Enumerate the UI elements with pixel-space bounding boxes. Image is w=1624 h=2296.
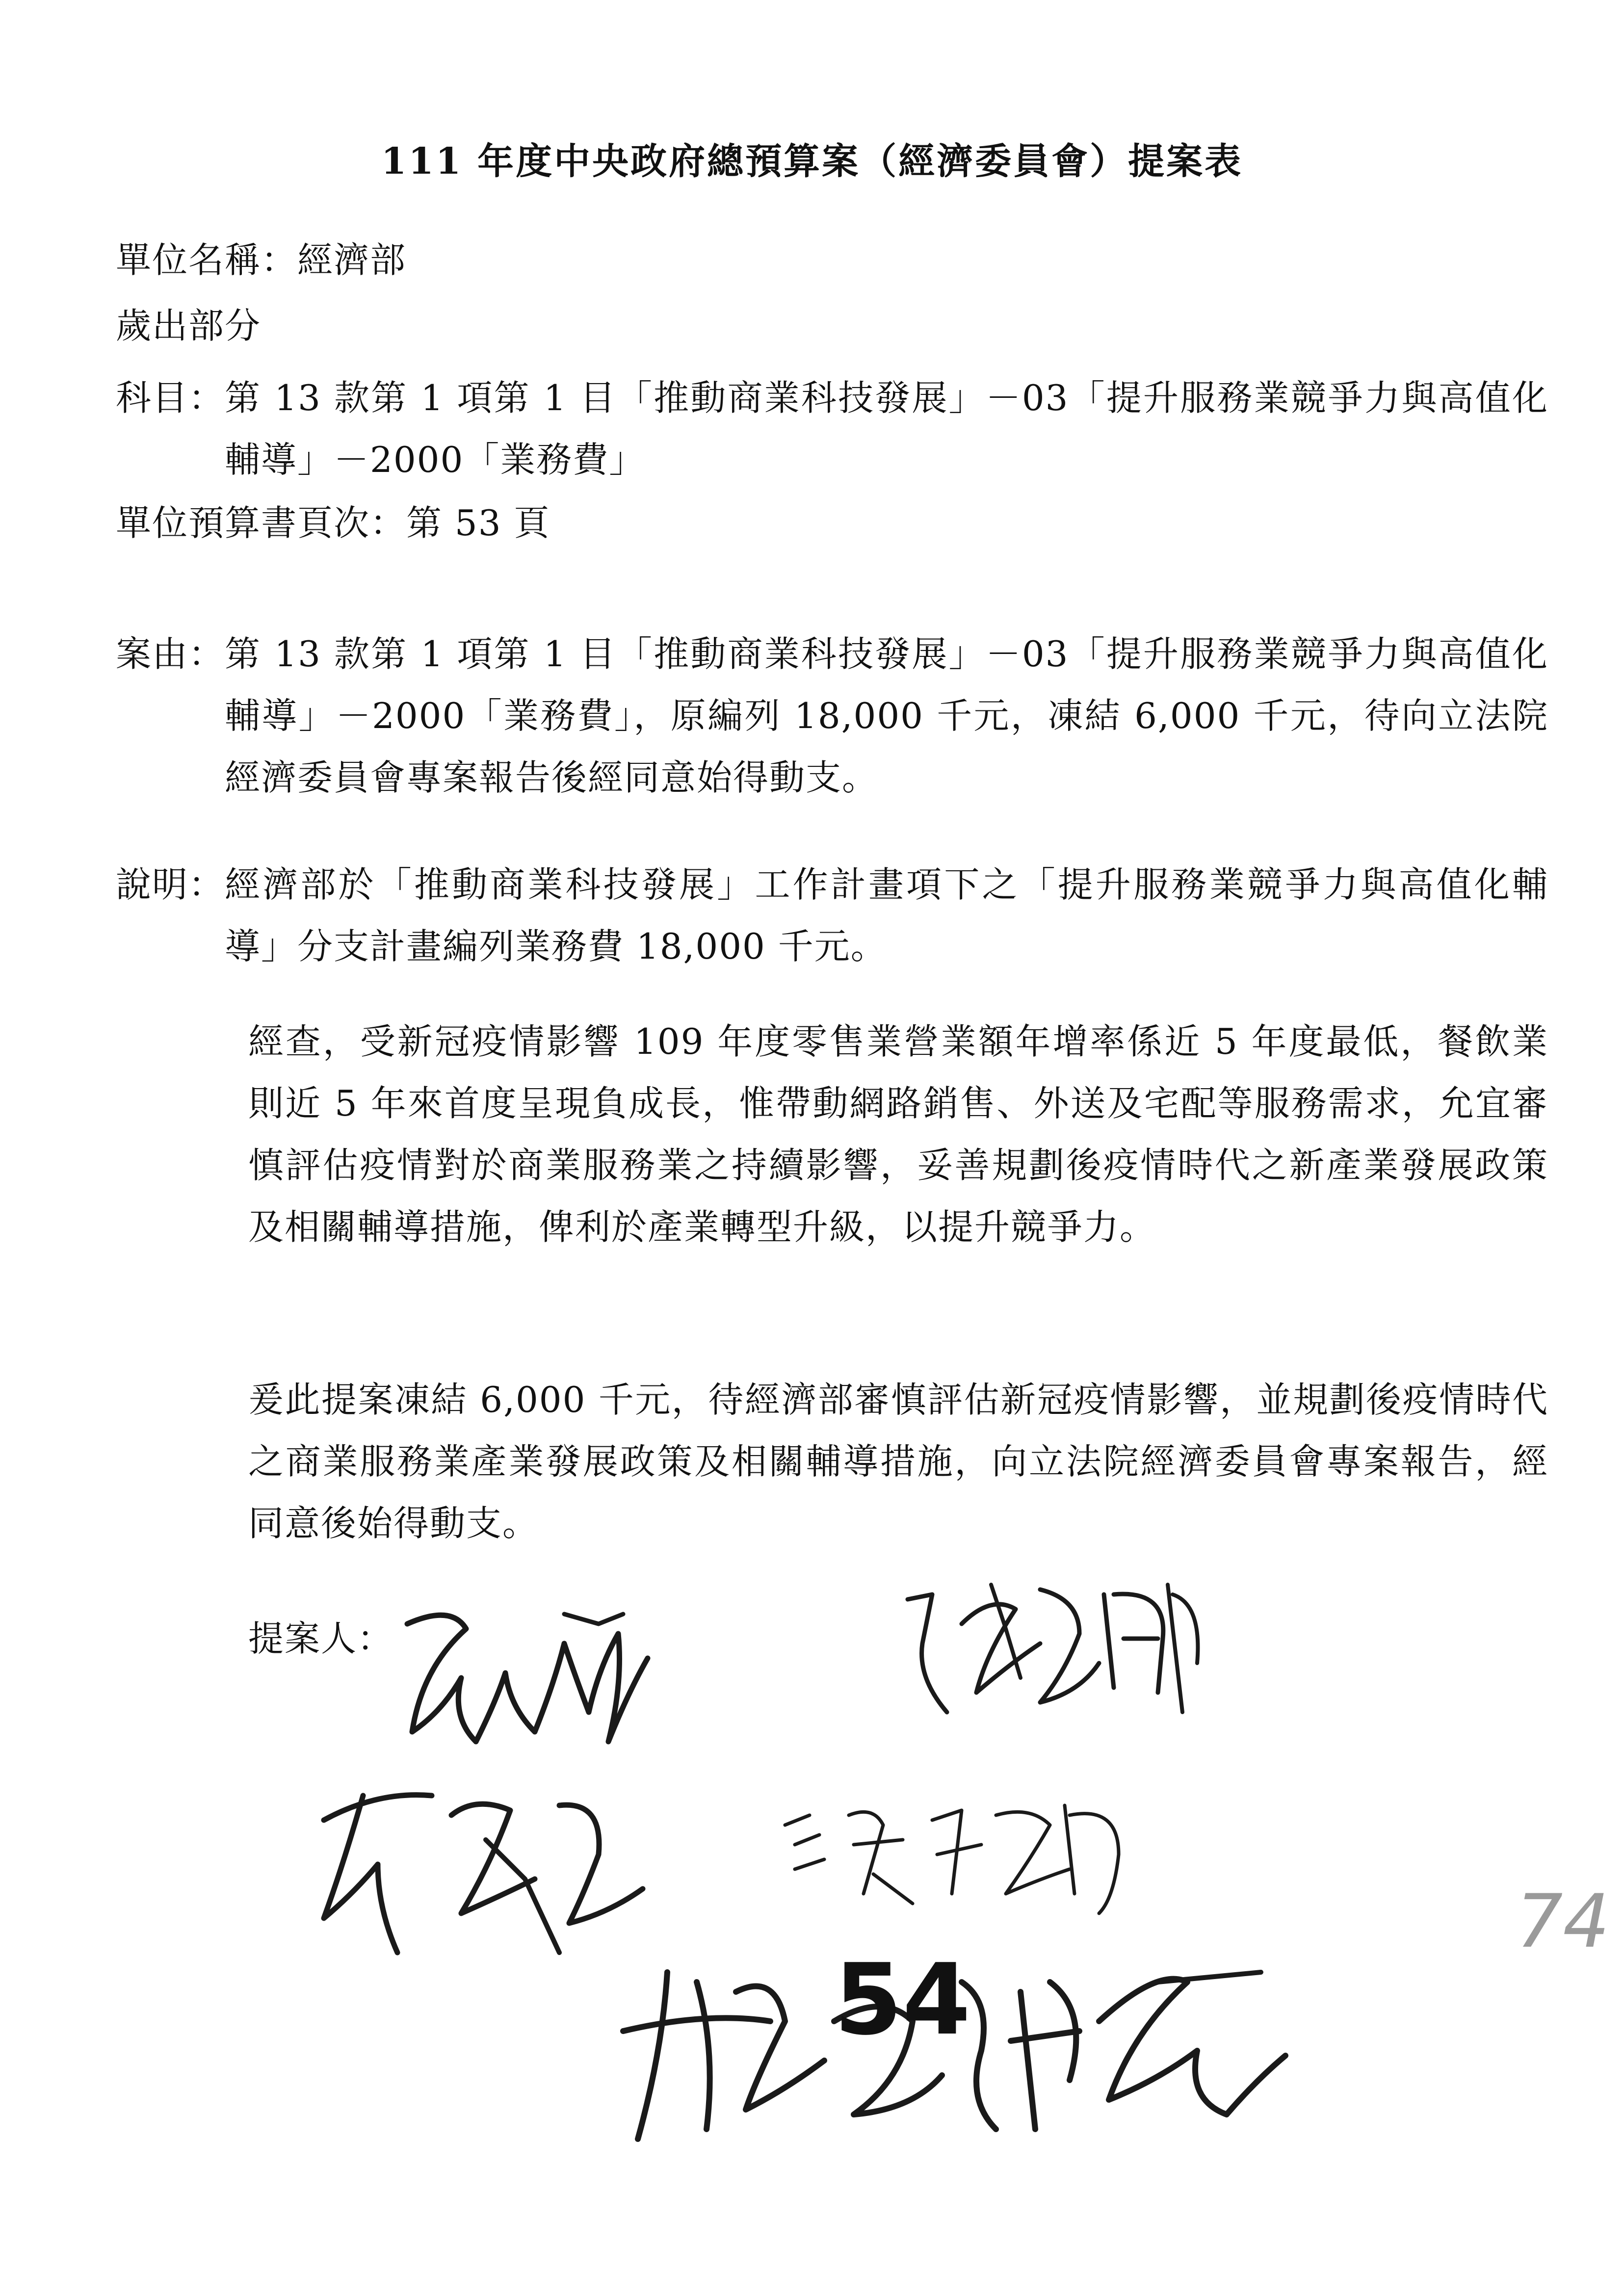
subject-label: 科目： bbox=[116, 377, 225, 418]
document-title: 111 年度中央政府總預算案（經濟委員會）提案表 bbox=[381, 140, 1243, 183]
budget-page-reference: 單位預算書頁次：第 53 頁 bbox=[116, 502, 550, 544]
unit-name-label: 單位名稱： bbox=[116, 239, 298, 281]
subject-line bbox=[116, 367, 1548, 491]
explanation-paragraph-2: 經查，受新冠疫情影響 109 年度零售業營業額年增率係近 5 年度最低，餐飲業則近 5 年來首度呈現負成長，惟帶動網路銷售、外送及宅配等服務需求，允宜審慎評估疫情對於商業服務業之持續影響，妥善規劃後疫情時代之新產業發展政策及相關輔導措施，俾利於產業轉型升級，以提升競爭力。 bbox=[248, 1021, 1548, 1248]
case-text: 第 13 款第 1 項第 1 目「推動商業科技發展」－03「提升服務業競爭力與高值化輔導」－2000「業務費」，原編列 18,000 千元，凍結 6,000 千元，待向立法院經濟委員會專案報告後經同意始得動支。 bbox=[225, 633, 1548, 798]
case-label: 案由： bbox=[116, 633, 225, 675]
signature-4 bbox=[775, 1786, 1128, 1933]
signature-2 bbox=[893, 1565, 1207, 1727]
unit-name-line bbox=[116, 235, 406, 285]
page-number: 54 bbox=[834, 1943, 971, 2057]
handwritten-page-number: 74 bbox=[1516, 1879, 1610, 1964]
subject-value: 第 13 款第 1 項第 1 目「推動商業科技發展」－03「提升服務業競爭力與高值化輔導」－2000「業務費」 bbox=[225, 377, 1548, 480]
explanation-section bbox=[116, 854, 1548, 977]
signature-3 bbox=[304, 1766, 657, 1982]
unit-name-value: 經濟部 bbox=[297, 239, 407, 281]
signature-1 bbox=[393, 1594, 667, 1781]
explanation-paragraph-3: 爰此提案凍結 6,000 千元，待經濟部審慎評估新冠疫情影響，並規劃後疫情時代之商業服務業產業發展政策及相關輔導措施，向立法院經濟委員會專案報告，經同意後始得動支。 bbox=[248, 1379, 1548, 1544]
explanation-text: 經濟部於「推動商業科技發展」工作計畫項下之「提升服務業競爭力與高值化輔導」分支計畫編列業務費 18,000 千元。 bbox=[225, 864, 1548, 967]
proposer-label: 提案人： bbox=[248, 1618, 394, 1659]
explanation-label: 說明： bbox=[116, 864, 225, 905]
section-label: 歲出部分 bbox=[116, 305, 262, 346]
case-section bbox=[116, 623, 1548, 809]
